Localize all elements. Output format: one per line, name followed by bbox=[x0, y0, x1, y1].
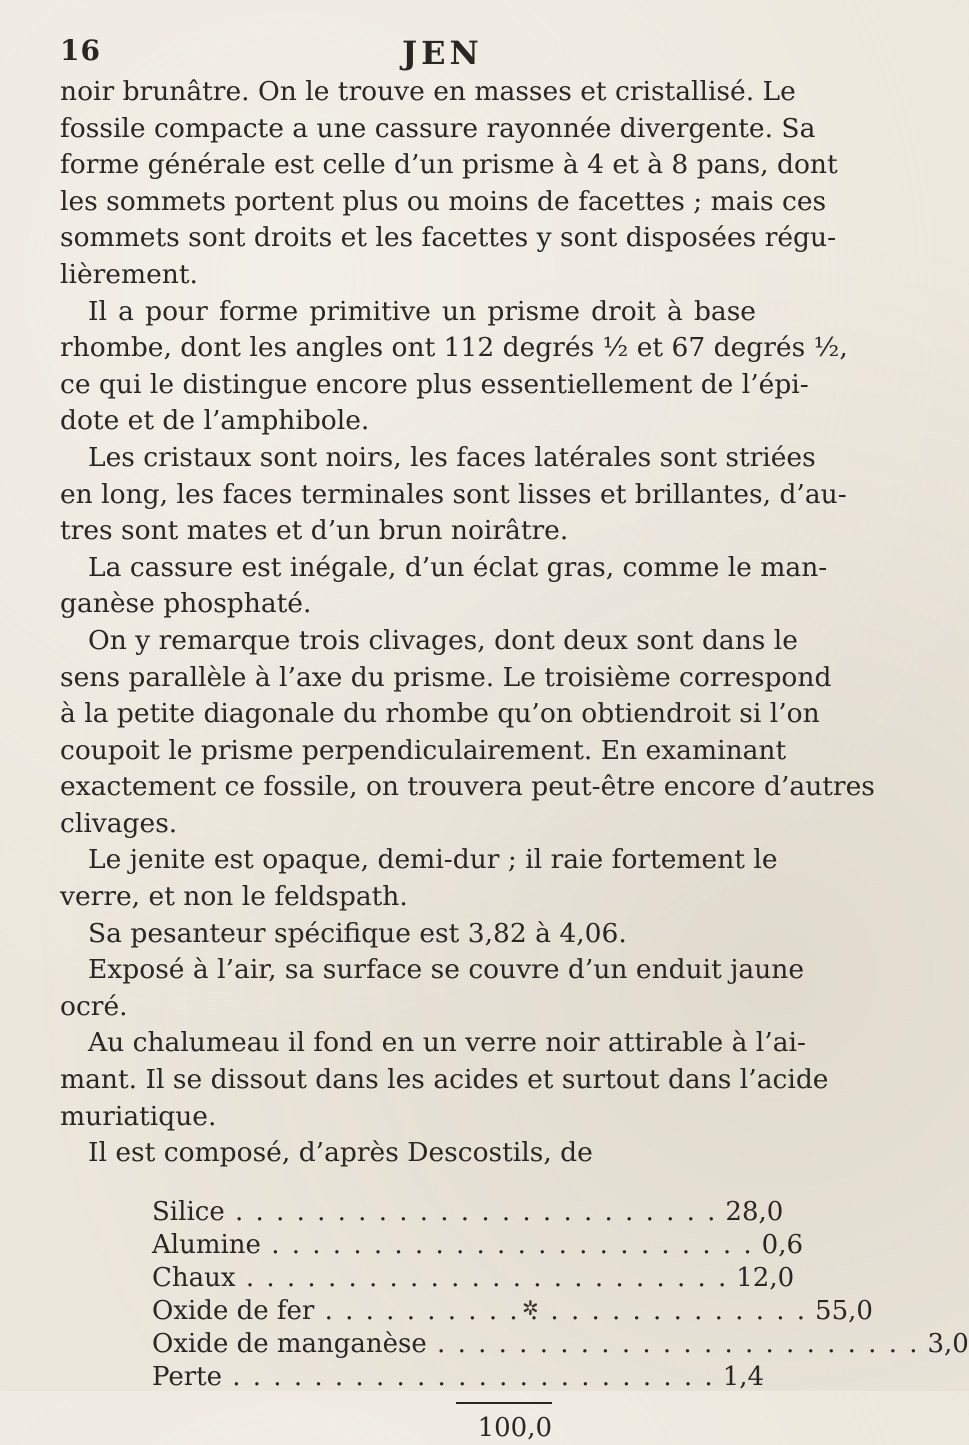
component-label: Alumine . . . bbox=[152, 1229, 754, 1262]
text-line: rhombe, dont les angles ont 112 degrés ½ et 67 degrés ½, bbox=[60, 332, 848, 364]
text-line: tres sont mates et d’un brun noirâtre. bbox=[60, 515, 569, 547]
composition-row bbox=[152, 1262, 795, 1295]
text-line: mant. Il se dissout dans les acides et surtout dans l’acide bbox=[60, 1064, 829, 1096]
text-line: Il a pour forme primitive un prisme droit à base bbox=[88, 295, 756, 327]
component-label: Chaux . . . bbox=[152, 1262, 728, 1295]
text-line: ce qui le distingue encore plus essentiellement de l’épi- bbox=[60, 368, 809, 400]
text-line: Sa pesanteur spécifique est 3,82 à 4,06. bbox=[88, 917, 627, 949]
component-value: 55,0 bbox=[815, 1295, 873, 1326]
text-line: verre, et non le feldspath. bbox=[60, 881, 408, 913]
component-label: Silice . . . bbox=[152, 1196, 717, 1229]
text-line: à la petite diagonale du rhombe qu’on obtiendroit si l’on bbox=[60, 698, 820, 730]
page-header bbox=[60, 34, 756, 74]
text-line: Au chalumeau il fond en un verre noir attirable à l’ai- bbox=[88, 1027, 806, 1059]
text-line: sens parallèle à l’axe du prisme. Le troisième correspond bbox=[60, 661, 832, 693]
text-line: On y remarque trois clivages, dont deux sont dans le bbox=[88, 624, 798, 656]
text-line: coupoit le prisme perpendiculairement. En examinant bbox=[60, 734, 787, 766]
running-head: JEN bbox=[402, 34, 483, 72]
page-number: 16 bbox=[60, 34, 101, 67]
component-value: 3,0 bbox=[927, 1328, 969, 1359]
text-line: en long, les faces terminales sont lisses et brillantes, d’au- bbox=[60, 478, 847, 510]
ink-speck-icon: ✲ bbox=[522, 1296, 539, 1320]
text-line: muriatique. bbox=[60, 1100, 217, 1132]
text-line: dote et de l’amphibole. bbox=[60, 405, 370, 437]
composition-row bbox=[152, 1295, 873, 1328]
text-line: lièrement. bbox=[60, 258, 198, 290]
text-line: ocré. bbox=[60, 990, 128, 1022]
total-rule bbox=[456, 1402, 552, 1404]
component-label: Oxide de fer . . . bbox=[152, 1295, 807, 1328]
composition-table bbox=[152, 1196, 969, 1445]
component-label: Oxide de manganèse . . . bbox=[152, 1328, 920, 1361]
body-text bbox=[60, 74, 875, 1172]
text-line: La cassure est inégale, d’un éclat gras, comme le man- bbox=[88, 551, 828, 583]
text-line: forme générale est celle d’un prisme à 4 et à 8 pans, dont bbox=[60, 149, 838, 181]
text-line: sommets sont droits et les facettes y sont disposées régu- bbox=[60, 222, 837, 254]
text-line: clivages. bbox=[60, 807, 178, 839]
component-value: 28,0 bbox=[725, 1196, 784, 1227]
text-line: exactement ce fossile, on trouvera peut-être encore d’autres bbox=[60, 771, 875, 803]
component-value: 1,4 bbox=[722, 1361, 765, 1392]
component-label: Perte . . . bbox=[152, 1361, 715, 1394]
text-line: noir brunâtre. On le trouve en masses et cristallisé. Le bbox=[60, 76, 796, 107]
composition-row bbox=[152, 1229, 804, 1262]
text-line: fossile compacte a une cassure rayonnée divergente. Sa bbox=[60, 112, 816, 144]
composition-row bbox=[152, 1361, 765, 1394]
composition-total: 100,0 bbox=[477, 1412, 552, 1443]
text-line: les sommets portent plus ou moins de facettes ; mais ces bbox=[60, 185, 827, 217]
text-line: Il est composé, d’après Descostils, de bbox=[88, 1137, 593, 1169]
text-line: Le jenite est opaque, demi-dur ; il raie fortement le bbox=[88, 844, 778, 876]
text-line: Exposé à l’air, sa surface se couvre d’un enduit jaune bbox=[88, 954, 805, 986]
text-line: Les cristaux sont noirs, les faces latérales sont striées bbox=[88, 441, 816, 473]
composition-row bbox=[152, 1196, 784, 1229]
component-value: 0,6 bbox=[761, 1229, 804, 1260]
component-value: 12,0 bbox=[736, 1262, 795, 1293]
composition-row bbox=[152, 1328, 969, 1361]
text-line: ganèse phosphaté. bbox=[60, 588, 312, 620]
